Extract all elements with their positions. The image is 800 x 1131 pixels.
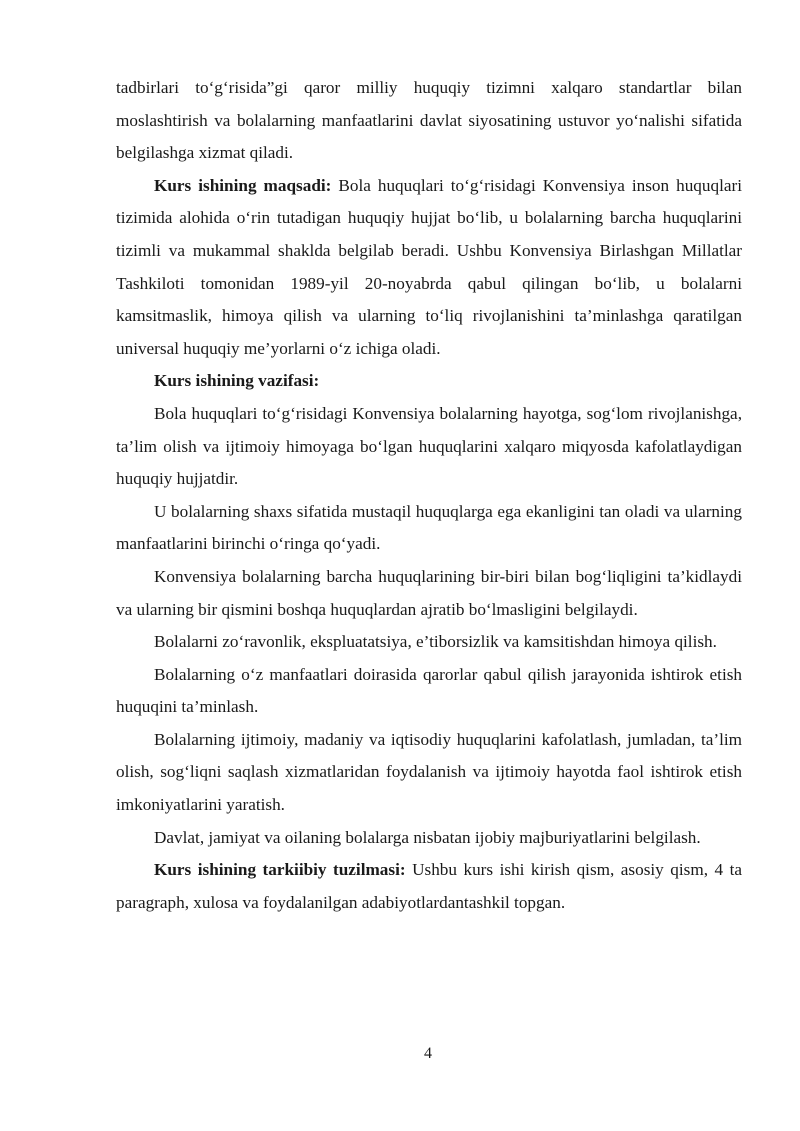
heading-course-structure: Kurs ishining tarkiibiy tuzilmasi:	[154, 860, 406, 880]
paragraph-task-social-rights: Bolalarning ijtimoiy, madaniy va iqtisodiy huquqlarini kafolatlash, jumladan, ta’lim olish, sog‘liqni saqlash xizmatlaridan foydalanish va ijtimoiy hayotda faol ishtirok etish imkoniyatlarini yaratish.	[116, 729, 742, 815]
paragraph-course-structure	[116, 854, 742, 919]
paragraph-task-participation: Bolalarning o‘z manfaatlari doirasida qarorlar qabul qilish jarayonida ishtirok etish huquqini ta’minlash.	[116, 664, 742, 717]
paragraph-intro-continuation: tadbirlari to‘g‘risida”gi qaror milliy huquqiy tizimni xalqaro standartlar bilan moslashtirish va bolalarning manfaatlarini davlat siyosatining ustuvor yo‘nalishi sifatida belgilashga xizmat qiladi.	[116, 78, 742, 163]
course-goal-text: Bola huquqlari to‘g‘risidagi Konvensiya inson huquqlari tizimida alohida o‘rin tutadigan huquqiy hujjat bo‘lib, u bolalarning barcha huquqlarini tizimli va mukammal shaklda belgilab beradi. Ushbu Konvensiya Birlashgan Millatlar Tashkiloti tomonidan 1989-yil 20-noyabrda qabul qilingan bo‘lib, u bolalarni kamsitmaslik, himoya qilish va ularning to‘liq rivojlanishini ta’minlashga qaratilgan universal huquqiy me’yorlarni o‘z ichiga oladi.	[116, 175, 742, 358]
paragraph-task-individual-rights: U bolalarning shaxs sifatida mustaqil huquqlarga ega ekanligini tan oladi va ularning manfaatlarini birinchi o‘ringa qo‘yadi.	[116, 501, 742, 554]
document-page	[116, 72, 742, 919]
page-number: 4	[424, 1045, 432, 1062]
heading-course-goal: Kurs ishining maqsadi:	[154, 175, 332, 195]
paragraph-task-obligations: Davlat, jamiyat va oilaning bolalarga nisbatan ijobiy majburiyatlarini belgilash.	[154, 827, 701, 847]
paragraph-course-goal	[116, 170, 742, 366]
paragraph-task-interdependence: Konvensiya bolalarning barcha huquqlarining bir-biri bilan bog‘liqligini ta’kidlaydi va ularning bir qismini boshqa huquqlardan ajratib bo‘lmasligini belgilaydi.	[116, 566, 742, 619]
paragraph-task-convention: Bola huquqlari to‘g‘risidagi Konvensiya bolalarning hayotga, sog‘lom rivojlanishga, ta’lim olish va ijtimoiy himoyaga bo‘lgan huquqlarini xalqaro miqyosda kafolatlaydigan huquqiy hujjatdir.	[116, 403, 742, 489]
course-structure-text: Ushbu kurs ishi kirish qism, asosiy qism, 4 ta paragraph, xulosa va foydalanilgan adabiyotlardantashkil topgan.	[116, 860, 742, 912]
paragraph-task-protection: Bolalarni zo‘ravonlik, ekspluatatsiya, e’tiborsizlik va kamsitishdan himoya qilish.	[154, 632, 717, 652]
heading-course-tasks: Kurs ishining vazifasi:	[154, 371, 320, 391]
